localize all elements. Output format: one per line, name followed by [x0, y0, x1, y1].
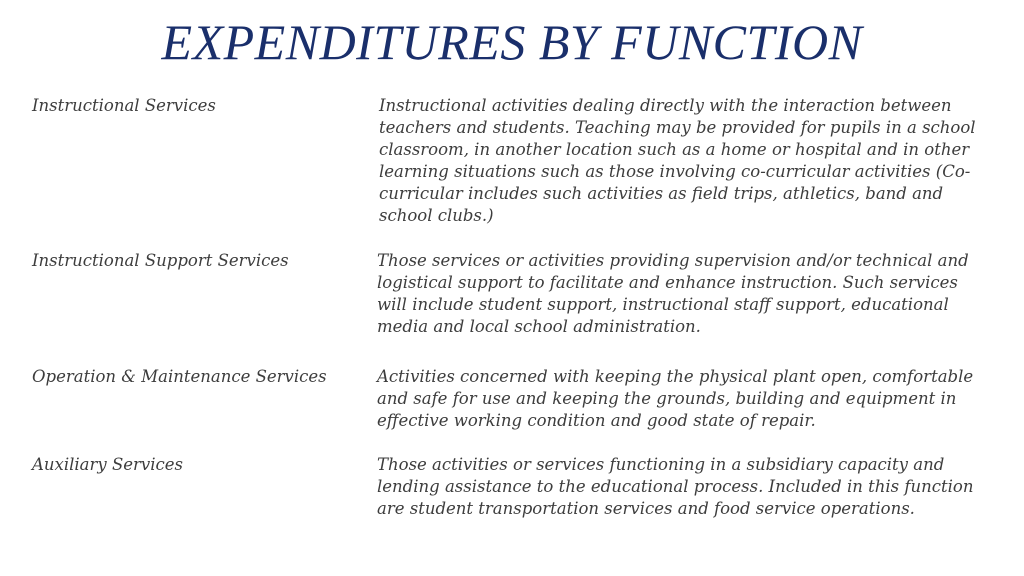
page-title: EXPENDITURES BY FUNCTION	[161, 14, 863, 70]
term-auxiliary-services: Auxiliary Services	[32, 455, 183, 474]
definition-auxiliary-services: Those activities or services functioning in a subsidiary capacity and lending assistance to the educational process. Included in this function are student transportation services and food service operations.	[377, 455, 974, 518]
term-instructional-support-services: Instructional Support Services	[32, 251, 289, 270]
term-instructional-services: Instructional Services	[32, 96, 216, 115]
term-operation-maintenance-services: Operation & Maintenance Services	[32, 367, 327, 386]
definition-instructional-support-services: Those services or activities providing supervision and/or technical and logistical support to facilitate and enhance instruction. Such services will include student support, instructional staff support, educational media and local school administration.	[377, 251, 969, 336]
definition-operation-maintenance-services: Activities concerned with keeping the physical plant open, comfortable and safe for use and keeping the grounds, building and equipment in effective working condition and good state of repair.	[377, 367, 974, 430]
definition-instructional-services: Instructional activities dealing directly with the interaction between teachers and students. Teaching may be provided for pupils in a school classroom, in another location such as a home or hospital and in other learning situations such as those involving co-curricular activities (Co-curricular includes such activities as field trips, athletics, band and school clubs.)	[379, 96, 976, 225]
